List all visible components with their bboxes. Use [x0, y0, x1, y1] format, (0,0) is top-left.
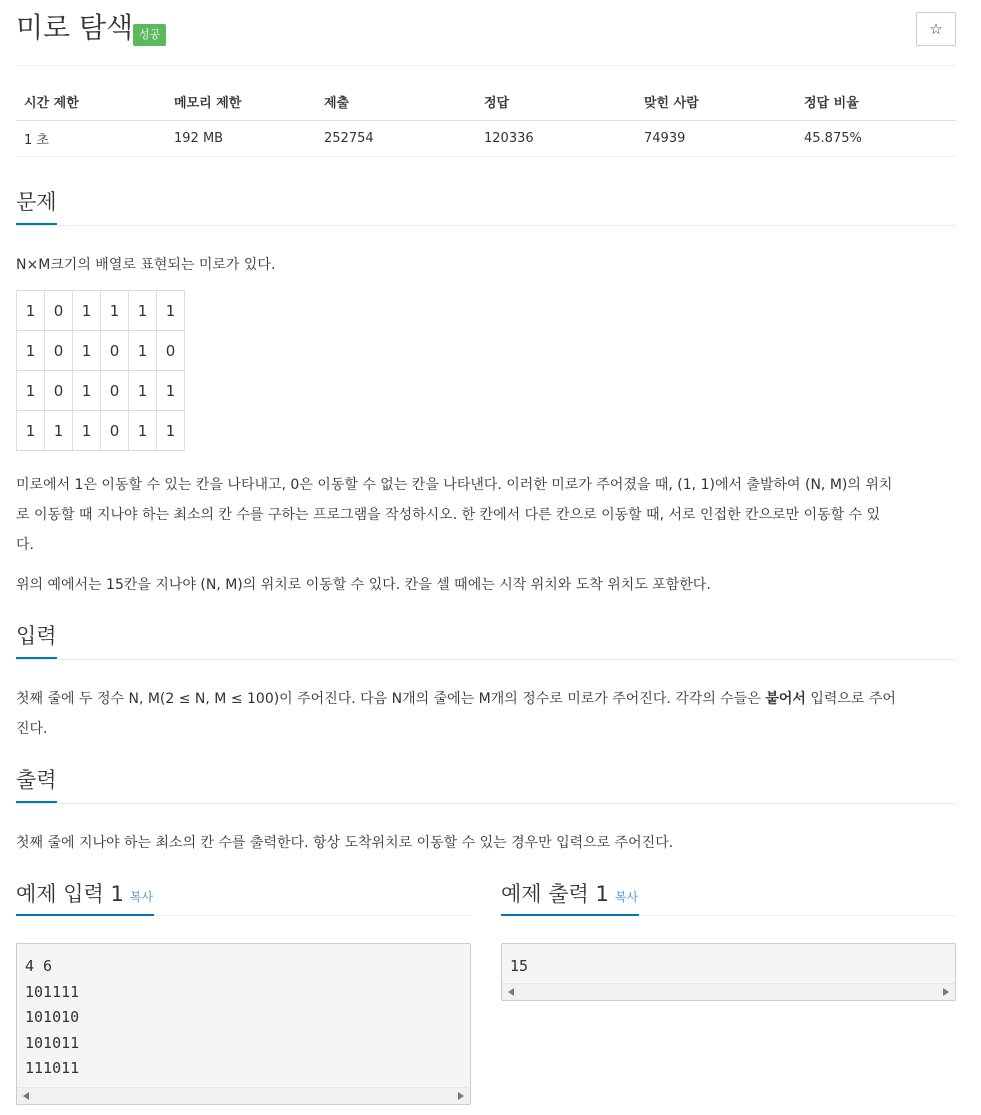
sample-output-block[interactable]	[501, 943, 956, 1001]
input-description	[16, 684, 956, 744]
input-line: 진다.	[16, 721, 48, 737]
maze-cell: 1	[17, 411, 45, 451]
maze-cell: 1	[73, 371, 101, 411]
heading-underline	[16, 914, 154, 916]
accepted-header: 정답	[476, 84, 636, 120]
maze-cell: 1	[17, 331, 45, 371]
time-limit-value: 1 초	[16, 120, 166, 156]
scroll-left-icon[interactable]	[23, 1092, 29, 1100]
input-bold-text: 붙어서	[765, 691, 806, 707]
info-header-row	[16, 84, 956, 120]
sample-input-line: 101010	[25, 1008, 80, 1026]
maze-row	[17, 291, 185, 331]
sample-input-heading	[16, 880, 471, 916]
maze-cell: 1	[101, 291, 129, 331]
scroll-left-icon[interactable]	[508, 988, 514, 996]
maze-cell: 1	[45, 411, 73, 451]
maze-cell: 1	[129, 291, 157, 331]
memory-limit-value: 192 MB	[166, 120, 316, 156]
input-heading: 입력	[16, 620, 57, 658]
sample-output-heading	[501, 880, 956, 916]
maze-cell: 0	[101, 371, 129, 411]
sample-output-title-wrap	[501, 880, 638, 917]
maze-cell: 1	[129, 371, 157, 411]
maze-cell: 0	[101, 331, 129, 371]
output-description: 첫째 줄에 지나야 하는 최소의 칸 수를 출력한다. 항상 도착위치로 이동할 수 있는 경우만 입력으로 주어진다.	[16, 835, 674, 851]
heading-underline	[501, 914, 639, 916]
maze-cell: 1	[73, 291, 101, 331]
input-text: 입력으로 주어	[805, 691, 896, 707]
favorite-button[interactable]	[916, 12, 956, 46]
input-line	[16, 684, 956, 714]
sample-output-line: 15	[510, 957, 529, 975]
sample-input-line: 111011	[25, 1059, 80, 1077]
accept-ratio-header: 정답 비율	[796, 84, 956, 120]
description-line: 미로에서 1은 이동할 수 있는 칸을 나타내고, 0은 이동할 수 없는 칸을 나타낸다. 이러한 미로가 주어졌을 때, (1, 1)에서 출발하여 (N, M)의 위치	[16, 477, 893, 493]
copy-input-button[interactable]: 복사	[129, 890, 154, 904]
maze-table	[16, 290, 185, 451]
maze-cell: 1	[17, 371, 45, 411]
input-section-heading	[16, 620, 956, 660]
maze-row	[17, 411, 185, 451]
maze-cell: 0	[45, 291, 73, 331]
maze-cell: 1	[157, 411, 185, 451]
time-limit-header: 시간 제한	[16, 84, 166, 120]
horizontal-scrollbar[interactable]	[502, 983, 955, 1000]
maze-row	[17, 331, 185, 371]
maze-cell: 1	[157, 371, 185, 411]
sample-input-line: 4 6	[25, 957, 53, 975]
copy-output-button[interactable]: 복사	[614, 890, 639, 904]
memory-limit-header: 메모리 제한	[166, 84, 316, 120]
scroll-right-icon[interactable]	[458, 1092, 464, 1100]
accepted-value: 120336	[476, 120, 636, 156]
sample-input-title-wrap	[16, 880, 153, 917]
description-line: 다.	[16, 537, 34, 553]
submissions-value: 252754	[316, 120, 476, 156]
maze-cell: 0	[45, 331, 73, 371]
status-badge: 성공	[133, 24, 166, 46]
description-line: 로 이동할 때 지나야 하는 최소의 칸 수를 구하는 프로그램을 작성하시오. 한 칸에서 다른 칸으로 이동할 때, 서로 인접한 칸으로만 이동할 수 있	[16, 507, 881, 523]
maze-cell: 0	[45, 371, 73, 411]
sample-input-block[interactable]	[16, 943, 471, 1105]
input-text: 첫째 줄에 두 정수 N, M(2 ≤ N, M ≤ 100)이 주어진다. 다음 N개의 줄에는 M개의 정수로 미로가 주어진다. 각각의 수들은	[16, 691, 766, 707]
problem-description	[16, 470, 956, 560]
problem-header	[16, 8, 956, 66]
sample-input-line: 101011	[25, 1033, 80, 1052]
sample-input-line: 101111	[25, 982, 80, 1001]
problem-section-heading	[16, 186, 956, 226]
maze-cell: 1	[129, 331, 157, 371]
sample-output-lines	[502, 944, 955, 980]
sample-input-title: 예제 입력 1	[16, 882, 124, 906]
maze-cell: 1	[73, 331, 101, 371]
maze-cell: 1	[157, 291, 185, 331]
info-value-row	[16, 120, 956, 156]
horizontal-scrollbar[interactable]	[17, 1087, 470, 1104]
problem-heading: 문제	[16, 186, 57, 224]
output-section-heading	[16, 764, 956, 804]
problem-example-note: 위의 예에서는 15칸을 지나야 (N, M)의 위치로 이동할 수 있다. 칸을 셀 때에는 시작 위치와 도착 위치도 포함한다.	[16, 577, 711, 593]
maze-row	[17, 371, 185, 411]
solved-users-header: 맞힌 사람	[636, 84, 796, 120]
submissions-header: 제출	[316, 84, 476, 120]
scroll-right-icon[interactable]	[943, 988, 949, 996]
problem-info-table	[16, 84, 956, 157]
accept-ratio-value: 45.875%	[796, 120, 956, 156]
maze-cell: 1	[17, 291, 45, 331]
maze-cell: 0	[157, 331, 185, 371]
problem-intro: N×M크기의 배열로 표현되는 미로가 있다.	[16, 257, 276, 273]
maze-cell: 1	[129, 411, 157, 451]
solved-users-value: 74939	[636, 120, 796, 156]
maze-cell: 0	[101, 411, 129, 451]
output-heading: 출력	[16, 764, 57, 802]
sample-output-title: 예제 출력 1	[501, 882, 609, 906]
maze-cell: 1	[73, 411, 101, 451]
page-title: 미로 탐색	[16, 11, 134, 44]
sample-input-lines	[17, 944, 470, 1082]
star-icon: ☆	[929, 20, 943, 38]
